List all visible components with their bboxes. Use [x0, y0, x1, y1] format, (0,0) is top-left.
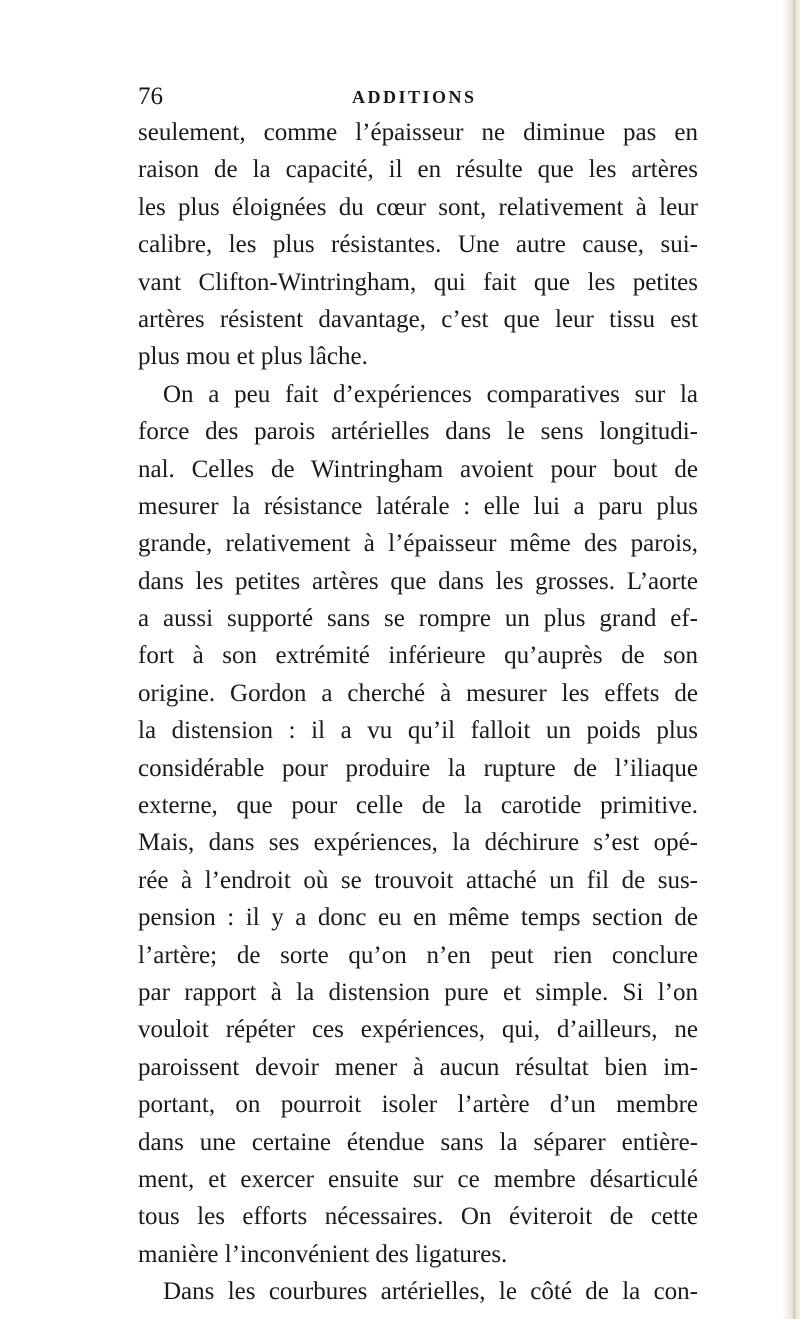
text-line: artères résistent davantage, c’est que leur tissu est	[138, 305, 698, 333]
text-line: force des parois artérielles dans le sens longitudi-	[138, 418, 698, 446]
text-line: rée à l’endroit où se trouvoit attaché un fil de sus-	[138, 866, 698, 894]
text-line: par rapport à la distension pure et simple. Si l’on	[138, 978, 698, 1006]
text-line: Dans les courbures artérielles, le côté de la con-	[163, 1278, 698, 1306]
running-head-title: ADDITIONS	[352, 87, 477, 107]
text-line: paroissent devoir mener à aucun résultat bien im-	[138, 1053, 698, 1081]
text-line: dans les petites artères que dans les grosses. L’aorte	[138, 567, 698, 595]
text-line: nal. Celles de Wintringham avoient pour bout de	[138, 455, 698, 483]
text-line: vant Clifton-Wintringham, qui fait que les petites	[138, 268, 698, 296]
text-line: mesurer la résistance latérale : elle lui a paru plus	[138, 492, 698, 520]
text-line: fort à son extrémité inférieure qu’auprès de son	[138, 642, 698, 670]
text-line: manière l’inconvénient des ligatures.	[138, 1240, 508, 1268]
text-line: a aussi supporté sans se rompre un plus grand ef-	[138, 605, 698, 633]
text-line: portant, on pourroit isoler l’artère d’un membre	[138, 1091, 698, 1119]
text-line: ment, et exercer ensuite sur ce membre désarticulé	[138, 1165, 698, 1193]
text-line: grande, relativement à l’épaisseur même des parois,	[138, 530, 698, 558]
text-line: plus mou et plus lâche.	[138, 343, 368, 371]
text-line: origine. Gordon a cherché à mesurer les effets de	[138, 679, 698, 707]
text-line: tous les efforts nécessaires. On éviteroit de cette	[138, 1203, 698, 1231]
text-line: On a peu fait d’expériences comparatives sur la	[163, 380, 698, 408]
text-line: externe, que pour celle de la carotide primitive.	[138, 792, 698, 820]
page-fold-shadow	[793, 0, 795, 1319]
text-line: pension : il y a donc eu en même temps section de	[138, 904, 698, 932]
text-line: seulement, comme l’épaisseur ne diminue pas en	[138, 119, 698, 146]
text-line: Mais, dans ses expériences, la déchirure s’est opé-	[138, 829, 698, 857]
text-line: raison de la capacité, il en résulte que les artères	[138, 156, 698, 184]
text-line: considérable pour produire la rupture de l’iliaque	[138, 754, 698, 782]
body-text	[138, 114, 698, 1311]
text-line: l’artère; de sorte qu’on n’en peut rien conclure	[138, 941, 698, 969]
text-line: dans une certaine étendue sans la séparer entière-	[138, 1128, 698, 1156]
running-head	[138, 80, 698, 114]
text-line: calibre, les plus résistantes. Une autre cause, sui-	[138, 231, 698, 259]
text-line: vouloit répéter ces expériences, qui, d’ailleurs, ne	[138, 1016, 698, 1044]
text-line: la distension : il a vu qu’il falloit un poids plus	[138, 717, 698, 745]
page-number: 76	[138, 83, 163, 110]
text-line: les plus éloignées du cœur sont, relativement à leur	[138, 193, 698, 221]
page-edge	[782, 0, 800, 1319]
